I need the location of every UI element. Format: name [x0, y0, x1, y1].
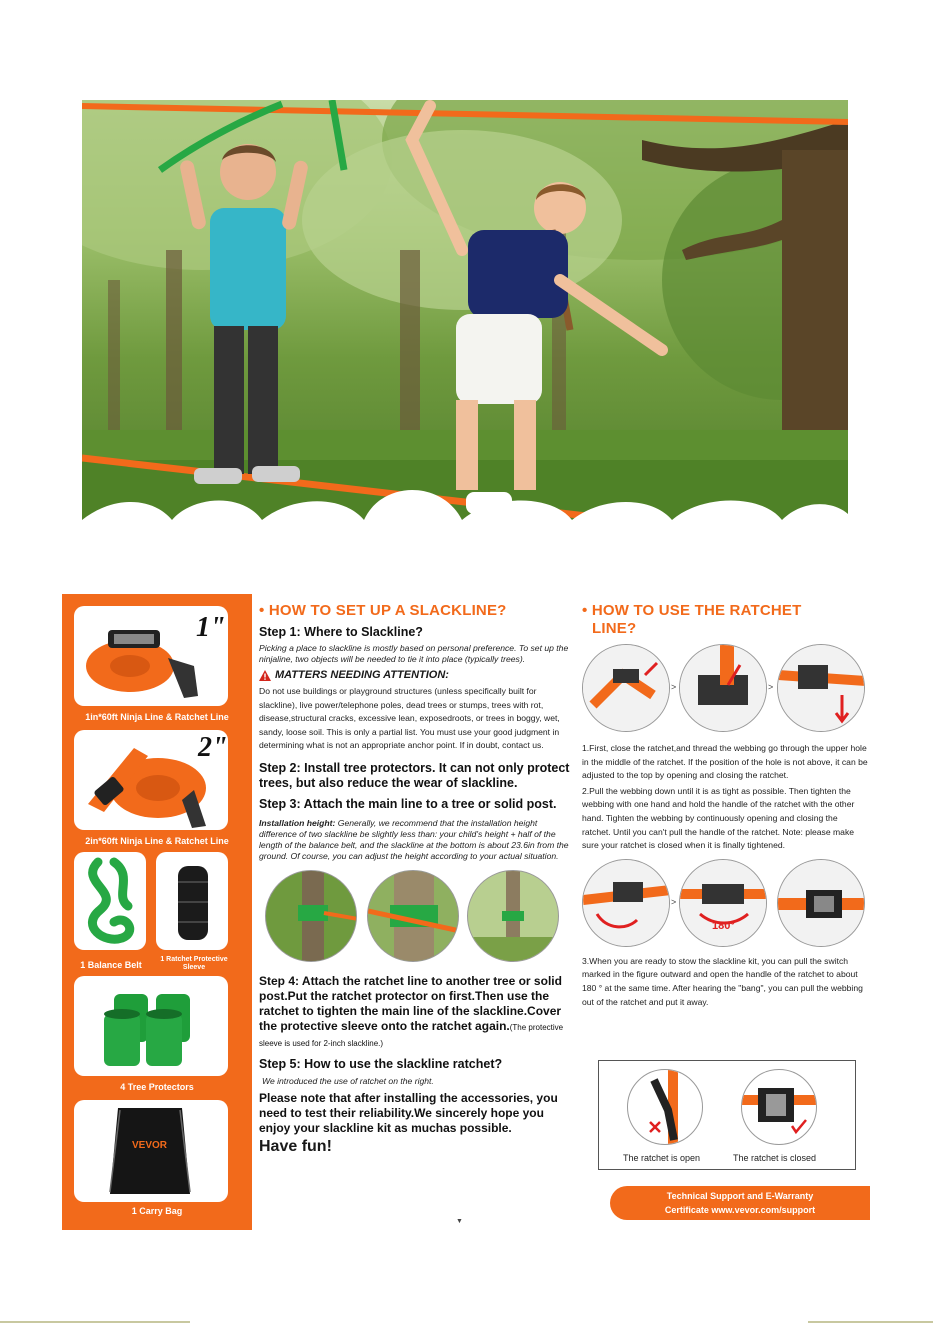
- ratchet-photo-6: [777, 859, 865, 947]
- hero-illustration: [82, 100, 848, 546]
- carry-bag-image: [74, 1100, 228, 1202]
- caption-carry-bag: 1 Carry Bag: [131, 1206, 183, 1216]
- have-fun: Have fun!: [259, 1137, 332, 1155]
- warning-icon: [259, 670, 271, 681]
- ratchet-heading: • HOW TO USE THE RATCHET LINE?: [582, 602, 802, 637]
- step3-title: Step 3: Attach the main line to a tree or solid post.: [259, 796, 557, 811]
- angle-label: 180°: [712, 919, 735, 932]
- package-contents-sidebar: [62, 594, 252, 1230]
- step1-title: Step 1: Where to Slackline?: [259, 625, 423, 639]
- caption-2in-line: 2in*60ft Ninja Line & Ratchet Line: [85, 836, 229, 846]
- caption-1in-line: 1in*60ft Ninja Line & Ratchet Line: [85, 712, 229, 722]
- ratchet-step-2: 2.Pull the webbing down until it is as tight as possible. Then tighten the webbing with one hand and hold the handle of the ratchet with the other hand. Tighten the webbing by continuously opening and closing the ratchet. Until you can't pull the handle of the ratchet. Note: please make sure your ratchet is closed when it is finally tightened.: [582, 785, 855, 851]
- ratchet-photo-1: [582, 644, 670, 732]
- matters-row: [259, 669, 577, 681]
- footer-rule-right: [808, 1321, 933, 1323]
- bag-logo: VEVOR: [132, 1140, 168, 1151]
- support-line-2: Certificate www.vevor.com/support: [664, 1205, 816, 1215]
- size-mark-1in: 1": [196, 612, 226, 643]
- footer-rule-left: [0, 1321, 190, 1323]
- step4-note: (The protective sleeve is used for 2-inch slackline.): [259, 1022, 564, 1048]
- product-card-balance-belt: [74, 852, 146, 950]
- ratchet-photo-4: [582, 859, 670, 947]
- closing-text: Please note that after installing the accessories, you need to test their reliability.We sincerely hope you enjoy your slackline kit as muchas possible.: [259, 1090, 558, 1135]
- tree-photo-2: [367, 870, 459, 962]
- product-card-tree-protectors: [74, 976, 228, 1076]
- caption-ratchet-sleeve: 1 Ratchet Protective Sleeve: [160, 956, 228, 971]
- step-arrow-1: >: [671, 682, 677, 692]
- step4-title: Step 4: Attach the ratchet line to another tree or solid post.Put the ratchet protector on first.Then use the ratchet to tighten the main line of the slackline.Cover the protective sleeve onto the ratchet again.: [259, 973, 562, 1033]
- support-line-1: Technical Support and E-Warranty: [666, 1191, 814, 1201]
- product-card-carry-bag: [74, 1100, 228, 1202]
- setup-instructions: [259, 602, 577, 1156]
- ratchet-open-photo: [627, 1069, 703, 1145]
- ratchet-state-comparison: [598, 1060, 856, 1170]
- step5-text: We introduced the use of ratchet on the right.: [262, 1075, 434, 1086]
- hero-photo: [82, 100, 848, 546]
- open-caption: The ratchet is open: [623, 1153, 701, 1163]
- caption-balance-belt: 1 Balance Belt: [80, 960, 142, 970]
- product-card-2in: [74, 730, 228, 830]
- step4-text: [259, 974, 577, 1051]
- ratchet-step-3: 3.When you are ready to stow the slackline kit, you can pull the switch marked in the figure outward and open the handle of the ratchet to about 180 ° at the same time. After hearing the "bang", you can pull the webbing out of the ratchet and put it away.: [582, 955, 863, 1007]
- tree-photo-3: [467, 870, 559, 962]
- install-height-label: Installation height:: [259, 817, 336, 828]
- tree-photo-1: [265, 870, 357, 962]
- setup-heading: • HOW TO SET UP A SLACKLINE?: [259, 602, 507, 619]
- step1-text: Picking a place to slackline is mostly based on personal preference. To set up the ninjaline, two objects will be needed to tie it into place (typically trees).: [259, 643, 569, 664]
- step-arrow-3: >: [671, 896, 677, 907]
- closed-caption: The ratchet is closed: [733, 1153, 817, 1163]
- caption-tree-protectors: 4 Tree Protectors: [120, 1082, 194, 1092]
- ratchet-step-1: 1.First, close the ratchet,and thread the webbing go through the upper hole in the middle of the ratchet. If the position of the hole is not above, it can be adjusted to the top by opening and closing the ratchet.: [582, 743, 868, 781]
- step5-title: Step 5: How to use the slackline ratchet?: [259, 1056, 503, 1071]
- matters-text: Do not use buildings or playground structures (unless specifically built for slackline), live power/telephone poles, dead trees or stumps, trees with rot, disease,structural cracks, excessive lean, exposedroots, or trees in boggy, wet, sandy, loose soil. This is only a partial list. You must use your good judgment in determining what is not an appropriate anchor point. If in doubt, contact us.: [259, 686, 560, 751]
- ratchet-instructions: [582, 602, 868, 1009]
- install-height-body: Generally, we recommend that the installation height difference of two slackline be slightly less than: your child's height + half of the length of the balance belt, and the slackline at the bottom is about 23.6in from the ground. Of course, you can adjust the height according to your actual situation.: [259, 817, 569, 861]
- ratchet-photo-5: [679, 859, 767, 947]
- matters-title: MATTERS NEEDING ATTENTION:: [275, 669, 449, 681]
- ratchet-closed-photo: [741, 1069, 817, 1145]
- product-card-ratchet-sleeve: [156, 852, 228, 950]
- ratchet-steps-row-2: [582, 859, 868, 955]
- scroll-down-icon: ▼: [456, 1218, 463, 1225]
- ratchet-sleeve-image: [156, 852, 228, 950]
- instruction-panel: [62, 594, 872, 1230]
- install-height-text: [259, 818, 577, 862]
- product-card-1in: [74, 606, 228, 706]
- tree-protector-photos: [259, 870, 577, 970]
- ratchet-photo-2: [679, 644, 767, 732]
- tree-protectors-image: [74, 976, 228, 1076]
- step-arrow-2: >: [768, 682, 774, 692]
- support-banner[interactable]: [610, 1186, 870, 1220]
- balance-belt-image: [74, 852, 146, 950]
- ratchet-photo-3: [777, 644, 865, 732]
- ratchet-steps-row-1: [582, 644, 868, 740]
- step2-title: Step 2: Install tree protectors. It can not only protect trees, but also reduce the wear of slackline.: [259, 760, 570, 790]
- size-mark-2in: 2": [198, 732, 228, 763]
